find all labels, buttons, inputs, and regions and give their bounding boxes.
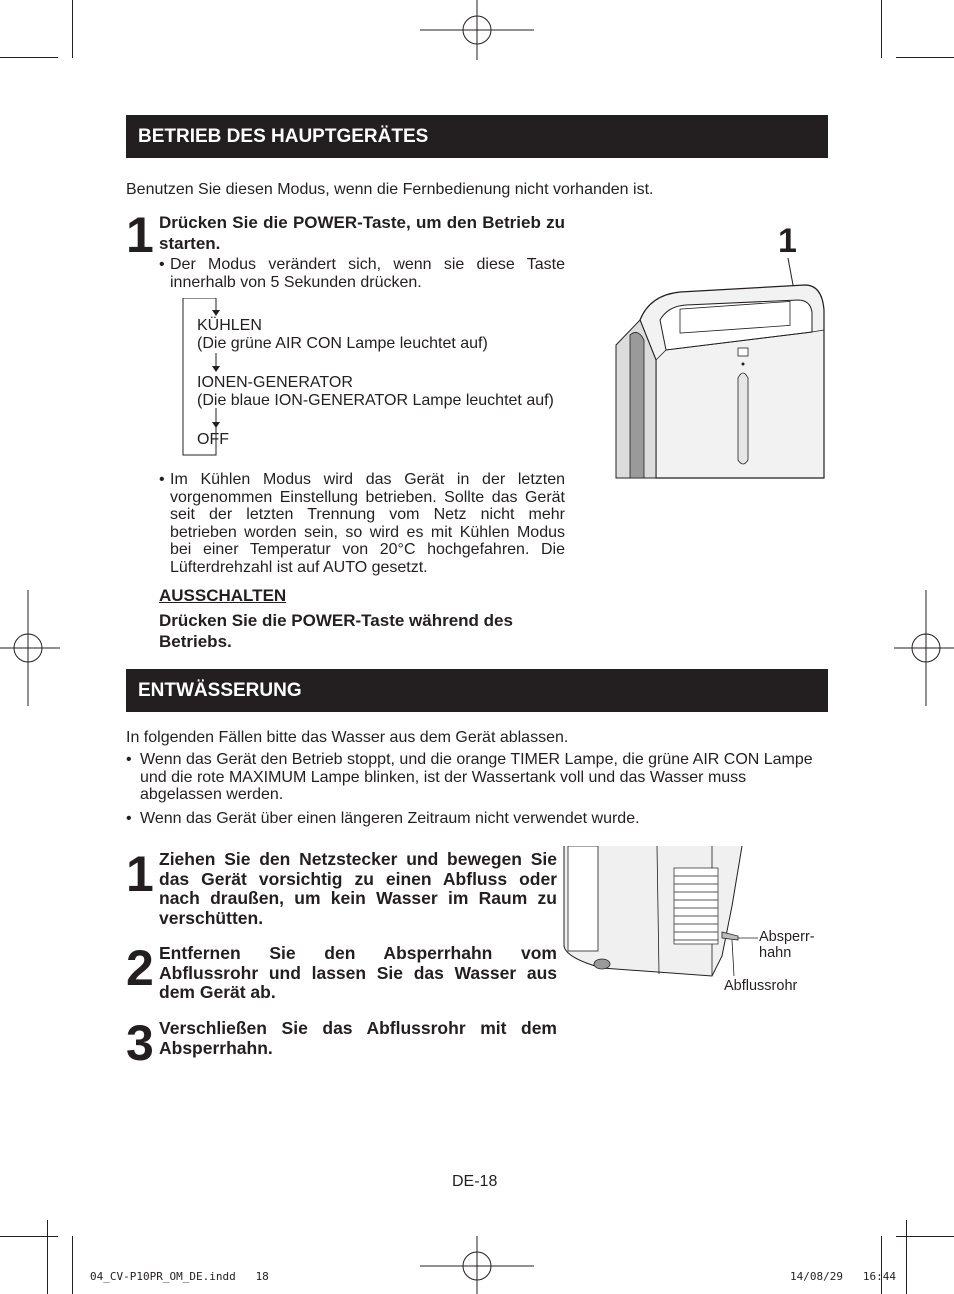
flow-mode-note: (Die blaue ION-GENERATOR Lampe leuchtet auf): [197, 392, 554, 409]
pipe-label: Abflussrohr: [724, 978, 798, 994]
registration-mark-right: [894, 590, 954, 706]
file-info: 04_CV-P10PR_OM_DE.indd 18: [90, 1270, 269, 1283]
step-number: 2: [126, 940, 153, 996]
registration-mark-left: [0, 590, 60, 706]
figure-label: 1: [778, 222, 797, 260]
step-text: Ziehen Sie den Netzstecker und bewegen Sie das Gerät vorsichtig zu einen Abfluss oder nach draußen, um kein Wasser im Raum zu verschütten.: [159, 849, 557, 928]
step-number: 3: [126, 1015, 153, 1071]
step-text: Entfernen Sie den Absperrhahn vom Abflussrohr und lassen Sie das Wasser aus dem Gerät ab.: [159, 943, 557, 1002]
step-heading: Drücken Sie die POWER-Taste, um den Betrieb zu starten.: [159, 213, 565, 253]
step-number: 1: [126, 207, 153, 263]
off-heading: AUSSCHALTEN: [159, 586, 287, 605]
drain-illustration: [562, 846, 807, 996]
flow-mode-label: IONEN-GENERATOR: [197, 374, 353, 391]
print-timestamp: 14/08/29 16:44: [790, 1270, 896, 1283]
section-header-betrieb: [126, 115, 828, 158]
section-title: BETRIEB DES HAUPTGERÄTES: [138, 126, 429, 147]
page-number: DE-18: [452, 1173, 498, 1190]
section-header-entwaesserung: [126, 669, 828, 712]
flow-mode-label: OFF: [197, 431, 229, 448]
step-text: Verschließen Sie das Abflussrohr mit dem Absperrhahn.: [159, 1018, 557, 1058]
section-intro: In folgenden Fällen bitte das Wasser aus dem Gerät ablassen.: [126, 729, 569, 746]
valve-label: Absperr- hahn: [759, 929, 815, 961]
section-intro: Benutzen Sie diesen Modus, wenn die Fernbedienung nicht vorhanden ist.: [126, 181, 654, 198]
section-title: ENTWÄSSERUNG: [138, 680, 302, 701]
registration-mark-bottom: [420, 1236, 534, 1294]
unit-top-illustration: [610, 250, 830, 480]
off-text: Drücken Sie die POWER-Taste während des Betriebs.: [159, 611, 513, 651]
step-number: 1: [126, 846, 153, 902]
flow-mode-note: (Die grüne AIR CON Lampe leuchtet auf): [197, 335, 488, 352]
flow-mode-label: KÜHLEN: [197, 317, 262, 334]
registration-mark-top: [420, 0, 534, 60]
